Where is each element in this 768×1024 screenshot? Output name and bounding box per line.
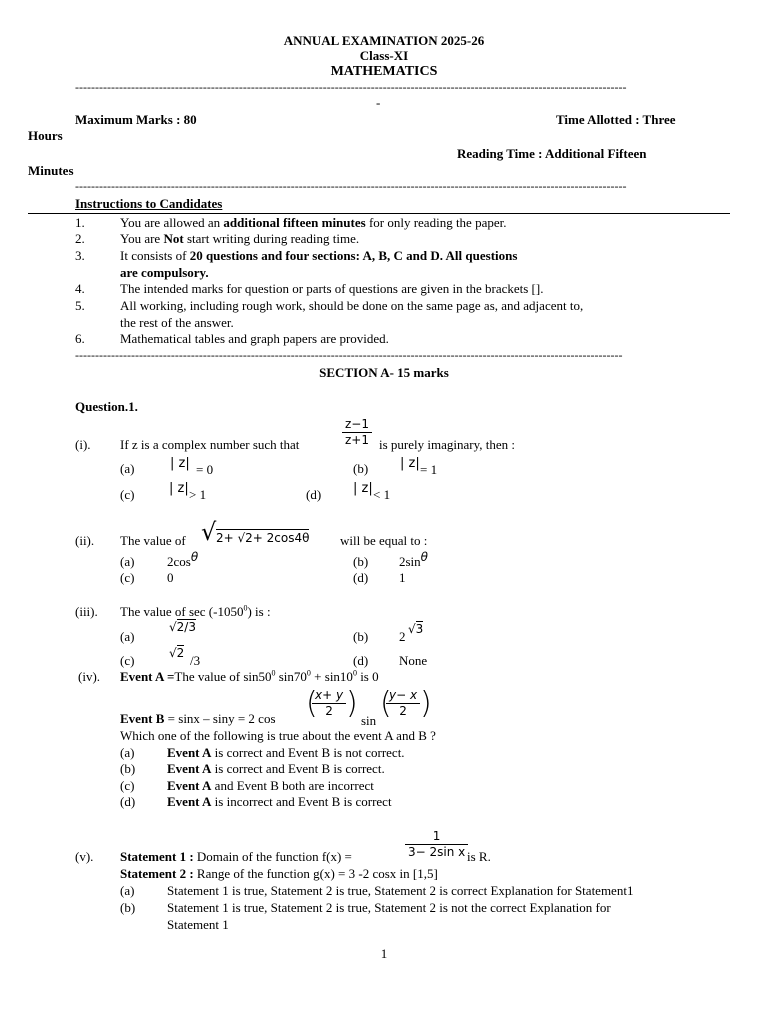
radical-expression: 2+ √2+ 2cos4θ xyxy=(216,531,310,545)
exam-title: ANNUAL EXAMINATION 2025-26 xyxy=(283,33,485,48)
reading-time: Reading Time : Additional Fifteen xyxy=(457,146,647,161)
fraction: y− x 2 xyxy=(386,688,420,718)
max-marks: Maximum Marks : 80 xyxy=(75,112,197,127)
section-title: SECTION A- 15 marks xyxy=(319,365,449,380)
radical-sign: √ xyxy=(201,518,217,546)
fraction: z−1 z+1 xyxy=(342,417,372,447)
time-allotted: Time Allotted : Three xyxy=(556,112,676,127)
question-label: Question.1. xyxy=(75,399,138,414)
instructions-rule xyxy=(28,213,730,214)
divider-dashes: ------------------------------------------------------------------------------------------------------------------------------------------ xyxy=(75,80,627,94)
divider-tail: - xyxy=(376,95,381,110)
hours-label: Hours xyxy=(28,128,63,143)
divider-dashes: ------------------------------------------------------------------------------------------------------------------------------------------ xyxy=(75,179,627,193)
fraction: x+ y 2 xyxy=(312,688,346,718)
instructions-heading: Instructions to Candidates xyxy=(75,196,223,211)
class-label: Class-XI xyxy=(359,48,409,63)
page-number: 1 xyxy=(380,946,388,961)
divider-dashes: ----------------------------------------------------------------------------------------------------------------------------------------- xyxy=(75,348,623,362)
subject-title: MATHEMATICS xyxy=(330,64,438,79)
minutes-label: Minutes xyxy=(28,163,74,178)
fraction: 1 3− 2sin x xyxy=(405,829,468,859)
